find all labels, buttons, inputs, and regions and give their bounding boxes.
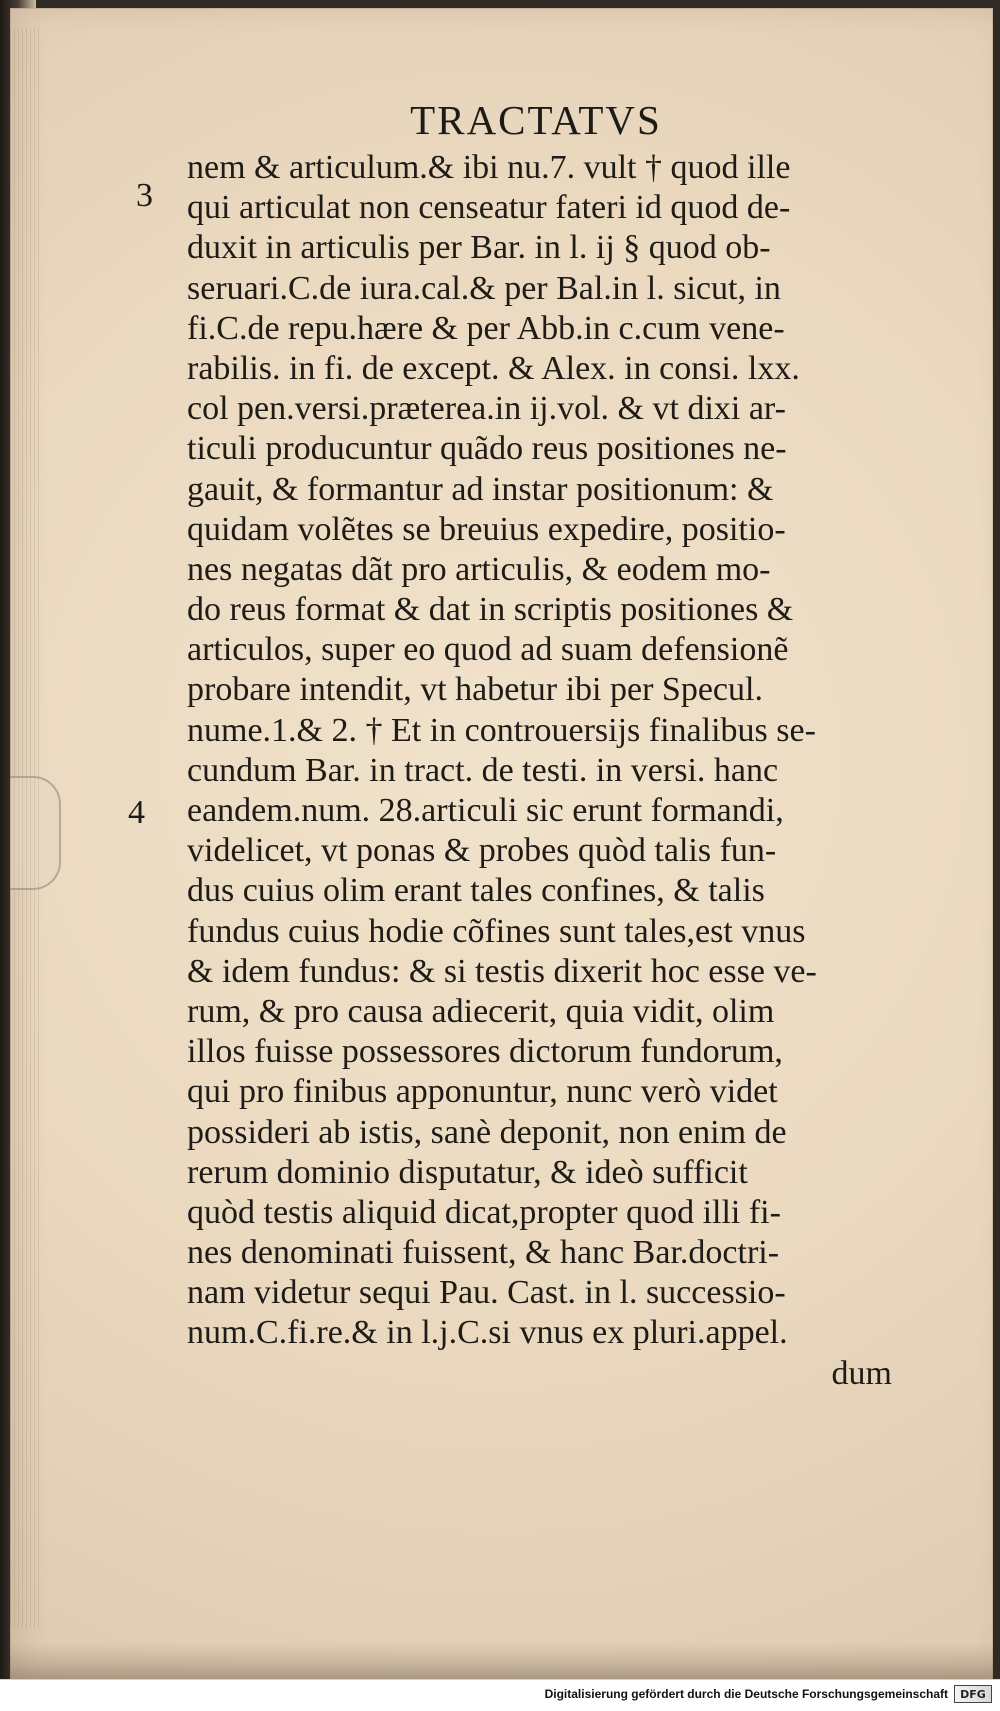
- text-line: videlicet, vt ponas & probes quòd talis fun-: [187, 832, 777, 870]
- text-line: possideri ab istis, sanè deponit, non enim de: [187, 1113, 787, 1151]
- page-bottom-edge: [10, 1642, 993, 1680]
- text-line: rabilis. in fi. de except. & Alex. in consi. lxx.: [187, 349, 800, 387]
- marginal-number-4: 4: [128, 794, 145, 831]
- text-line: nam videtur sequi Pau. Cast. in l. successio-: [187, 1274, 786, 1312]
- text-line: qui pro finibus apponuntur, nunc verò videt: [187, 1073, 778, 1111]
- text-line: dum: [831, 1354, 892, 1392]
- text-line: probare intendit, vt habetur ibi per Specul.: [187, 671, 763, 709]
- text-line: cundum Bar. in tract. de testi. in versi. hanc: [187, 751, 779, 789]
- text-line: nes negatas dãt pro articulis, & eodem mo-: [187, 550, 771, 588]
- book-page: [10, 8, 993, 1680]
- text-line: illos fuisse possessores dictorum fundorum,: [187, 1033, 783, 1071]
- text-line: eandem.num. 28.articuli sic erunt formandi,: [187, 792, 784, 829]
- text-line: fundus cuius hodie cõfines sunt tales,est vnus: [187, 912, 806, 950]
- text-line: & idem fundus: & si testis dixerit hoc esse ve-: [187, 952, 817, 990]
- text-line: nume.1.& 2. † Et in controuersijs finalibus se-: [187, 711, 816, 749]
- text-line: nem & articulum.& ibi nu.7. vult † quod ille: [187, 149, 791, 186]
- page-clip-mark: [10, 776, 61, 890]
- text-line: ticuli producuntur quãdo reus positiones ne-: [187, 430, 787, 468]
- funding-credit-text: Digitalisierung gefördert durch die Deutsche Forschungsgemeinschaft: [544, 1687, 948, 1701]
- text-line: duxit in articulis per Bar. in l. ij § quod ob-: [187, 229, 771, 267]
- text-line: do reus format & dat in scriptis positiones &: [187, 591, 794, 629]
- text-line: nes denominati fuissent, & hanc Bar.doctri-: [187, 1234, 780, 1272]
- text-line: col pen.versi.præterea.in ij.vol. & vt dixi ar-: [187, 390, 786, 428]
- text-line: gauit, & formantur ad instar positionum: &: [187, 470, 774, 508]
- main-text-block: [187, 148, 892, 1394]
- text-line: articulos, super eo quod ad suam defensionẽ: [187, 631, 789, 669]
- text-line: quidam volẽtes se breuius expedire, positio-: [187, 510, 786, 548]
- text-line: num.C.fi.re.& in l.j.C.si vnus ex pluri.appel.: [187, 1314, 788, 1352]
- page-header-title: TRACTATVS: [410, 97, 662, 143]
- text-line: rum, & pro causa adiecerit, quia vidit, olim: [187, 992, 775, 1030]
- text-line: fi.C.de repu.hære & per Abb.in c.cum vene-: [187, 309, 785, 347]
- marginal-number-3: 3: [136, 177, 153, 214]
- text-line: rerum dominio disputatur, & ideò sufficit: [187, 1153, 748, 1191]
- text-line: seruari.C.de iura.cal.& per Bal.in l. sicut, in: [187, 269, 781, 307]
- text-line: qui articulat non censeatur fateri id quod de-: [187, 189, 791, 227]
- dfg-logo: DFG: [954, 1685, 992, 1703]
- footer-banner: [0, 1679, 1000, 1711]
- text-line: dus cuius olim erant tales confines, & talis: [187, 872, 765, 910]
- text-line: quòd testis aliquid dicat,propter quod illi fi-: [187, 1193, 781, 1231]
